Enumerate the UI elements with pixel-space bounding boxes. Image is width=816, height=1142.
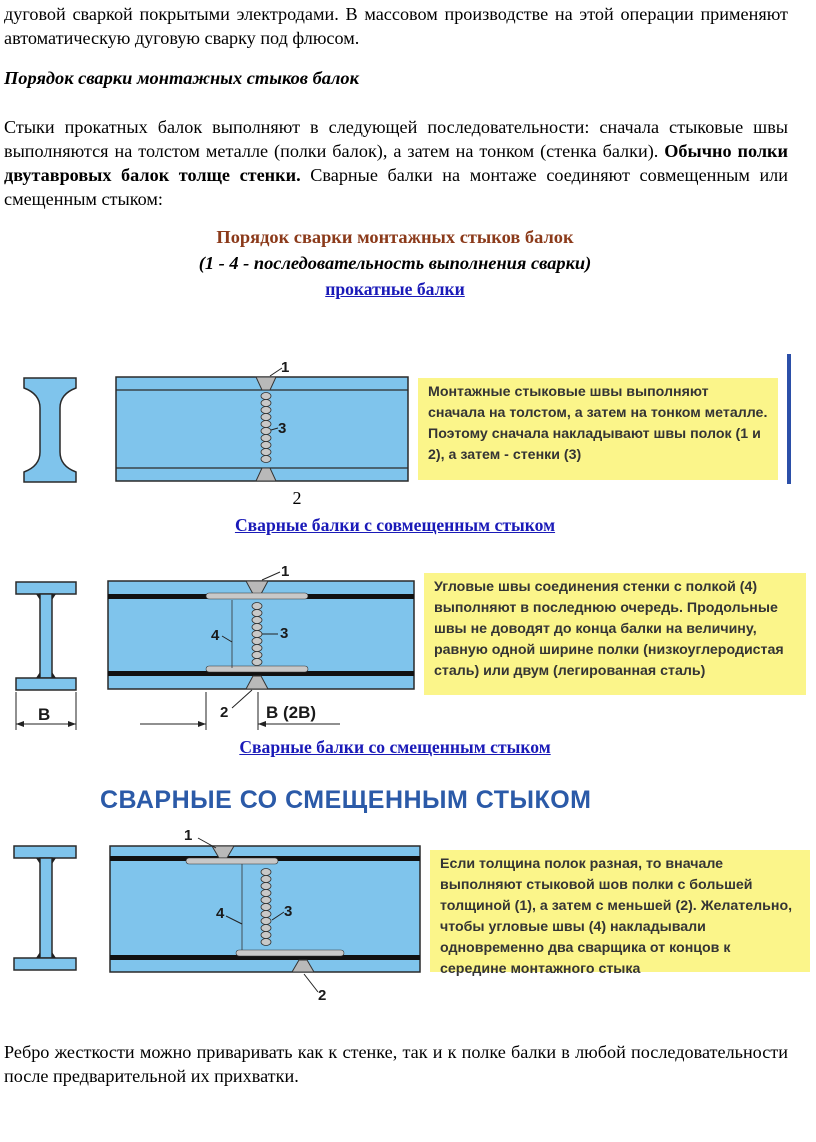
offset-joint-link[interactable]: Сварные балки со смещенным стыком xyxy=(239,737,551,757)
fig1-label-1: 1 xyxy=(281,359,290,376)
figure-title: Порядок сварки монтажных стыков балок xyxy=(216,227,574,247)
fig2-label-4: 4 xyxy=(211,627,220,644)
outro-paragraph: Ребро жесткости можно приваривать как к стенке, так и к полке балки в любой последовательности после предварительной их прихватки. xyxy=(4,1042,788,1086)
fig2-label-1: 1 xyxy=(281,563,290,580)
fig1-note: Монтажные стыковые швы выполняют сначала на толстом, а затем на тонком металле. Поэтому сначала накладывают швы полок (1 и 2), а затем - стенки (3) xyxy=(418,378,778,480)
dim-b-label: В xyxy=(38,705,51,724)
figure-link-rolled xyxy=(0,279,790,300)
fig3-link-wrap xyxy=(0,737,790,758)
section-heading: Порядок сварки монтажных стыков балок xyxy=(4,68,359,88)
fig3-label-1: 1 xyxy=(184,827,193,844)
fig2-web-weld xyxy=(252,603,262,666)
intro-paragraph: дуговой сваркой покрытыми электродами. В массовом производстве на этой операции применяют автоматическую дуговую сварку под флюсом. xyxy=(4,4,788,48)
fig2-note: Угловые швы соединения стенки с полкой (4) выполняют в последнюю очередь. Продольные швы не доводят до конца балки на величину, равную одной ширине полки (низкоуглеродистая сталь) или двум (легированная сталь) xyxy=(424,573,806,695)
welded-section-icon-2 xyxy=(14,846,76,970)
welded-section-icon xyxy=(16,582,76,690)
fig2-label-2: 2 xyxy=(220,704,229,721)
paragraph-part-2: Сварные балки на монтаже соединяют совмещенным или смещенным стыком: xyxy=(4,165,788,209)
aligned-joint-link[interactable]: Сварные балки с совмещенным стыком xyxy=(234,515,556,535)
fig3-web-weld xyxy=(261,869,271,946)
fig3-note: Если толщина полок разная, то вначале выполняют стыковой шов полки с большей толщиной (1), а затем с меньшей (2). Желательно, чтобы угловые швы (4) накладывали одновременно два сварщика от концов к середине монтажного стыка xyxy=(430,850,810,972)
fig3-label-4: 4 xyxy=(216,905,225,922)
fig2-label-3: 3 xyxy=(280,625,289,642)
fig2-link-wrap xyxy=(0,515,790,536)
i-beam-section-icon xyxy=(24,378,76,482)
rolled-beams-link[interactable]: прокатные балки xyxy=(325,279,465,299)
paragraph-part-1: Стыки прокатных балок выполняют в следующей последовательности: сначала стыковые швы выполняются на толстом металле (полки балок), а затем на тонком (стенка балки). xyxy=(4,117,788,161)
fig3-label-2: 2 xyxy=(318,987,327,1004)
figure-subtitle: (1 - 4 - последовательность выполнения сварки) xyxy=(198,253,592,273)
dim-b2-label: В (2В) xyxy=(266,703,317,722)
fig1-label-3: 3 xyxy=(278,420,287,437)
accent-bar xyxy=(787,354,791,484)
offset-joint-big-title: СВАРНЫЕ СО СМЕЩЕННЫМ СТЫКОМ xyxy=(100,786,592,814)
paragraph-bold-part: Обычно полки двутавровых балок толще стенки. xyxy=(4,141,788,185)
fig1-below-label: 2 xyxy=(292,488,302,508)
fig3-label-3: 3 xyxy=(284,903,293,920)
section-paragraph xyxy=(4,115,788,211)
